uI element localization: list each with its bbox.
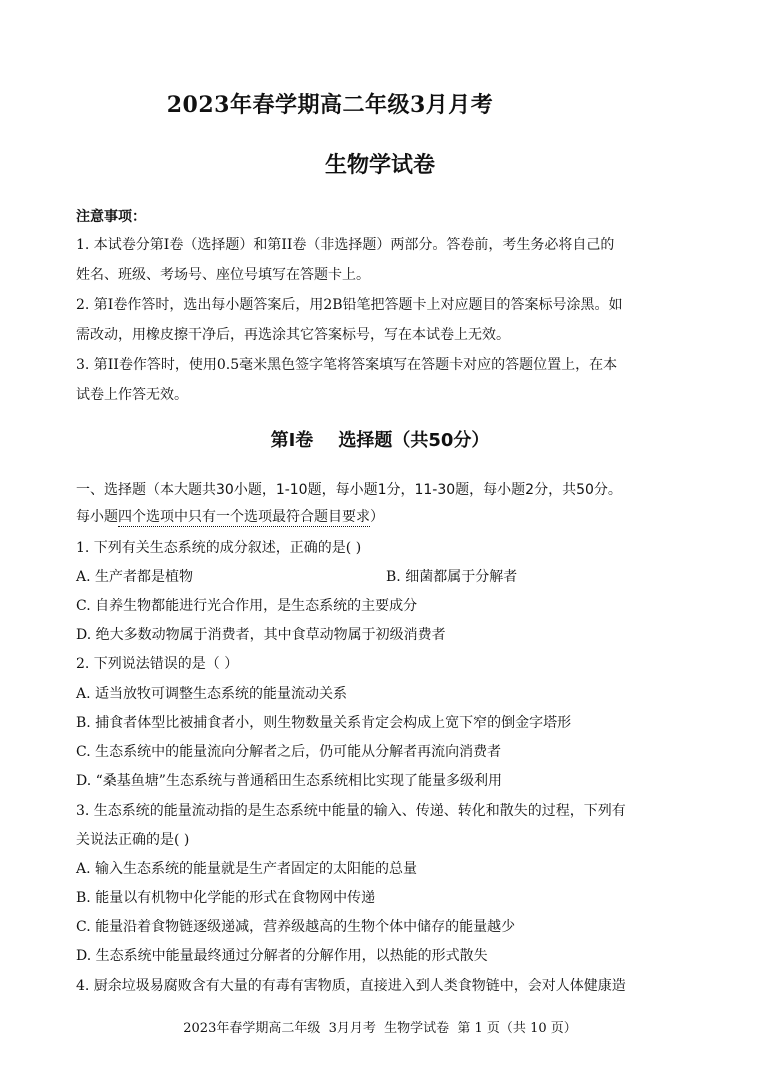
notice-heading: 注意事项： (76, 209, 146, 225)
question-2-option-a: A. 适当放牧可调整生态系统的能量流动关系 (76, 686, 348, 702)
exam-title: 2023年春学期高二年级3月月考 (166, 92, 494, 118)
notice-line: 3. 第II卷作答时，使用0.5毫米黑色签字笔将答案填写在答题卡对应的答题位置上，在本 (76, 357, 618, 373)
question-1-option-a: A. 生产者都是植物 (76, 569, 194, 585)
question-4-stem: 4. 厨余垃圾易腐败含有大量的有毒有害物质，直接进入到人类食物链中，会对人体健康造 (76, 978, 626, 994)
page-footer: 2023年春学期高二年级 3月月考 生物学试卷 第 1 页（共 10 页） (183, 1021, 577, 1036)
part-instructions-cont (76, 508, 384, 526)
question-3-option-b: B. 能量以有机物中化学能的形式在食物网中传递 (76, 890, 376, 906)
exam-subtitle: 生物学试卷 (324, 152, 435, 178)
question-3-option-d: D. 生态系统中能量最终通过分解者的分解作用，以热能的形式散失 (76, 948, 488, 964)
question-1-option-b: B. 细菌都属于分解者 (386, 569, 518, 585)
emphasis-dotted-text: 四个选项中只有一个选项最符合题目要求 (118, 509, 370, 525)
question-3-stem: 3. 生态系统的能量流动指的是生态系统中能量的输入、传递、转化和散失的过程，下列有 (76, 803, 626, 819)
question-1-stem: 1. 下列有关生态系统的成分叙述，正确的是( ) (76, 540, 362, 556)
question-3-option-a: A. 输入生态系统的能量就是生产者固定的太阳能的总量 (76, 861, 418, 877)
notice-line: 姓名、班级、考场号、座位号填写在答题卡上。 (76, 267, 370, 283)
part-instructions-suffix: ） (370, 509, 384, 525)
notice-line: 1. 本试卷分第Ⅰ卷（选择题）和第II卷（非选择题）两部分。答卷前，考生务必将自己的 (76, 237, 615, 253)
notice-line: 需改动，用橡皮擦干净后，再选涂其它答案标号，写在本试卷上无效。 (76, 327, 510, 343)
question-3-option-c: C. 能量沿着食物链逐级递减，营养级越高的生物个体中储存的能量越少 (76, 919, 516, 935)
notice-line: 试卷上作答无效。 (76, 387, 188, 403)
question-2-option-b: B. 捕食者体型比被捕食者小，则生物数量关系肯定会构成上宽下窄的倒金字塔形 (76, 715, 572, 731)
question-1-option-d: D. 绝大多数动物属于消费者，其中食草动物属于初级消费者 (76, 627, 446, 643)
question-2-option-d: D. “桑基鱼塘”生态系统与普通稻田生态系统相比实现了能量多级利用 (76, 773, 502, 789)
part-instructions: 一、选择题（本大题共30小题，1-10题，每小题1分，11-30题，每小题2分，共50分。 (76, 482, 622, 498)
section-title: 第Ⅰ卷 选择题（共50分） (270, 430, 490, 451)
notice-line: 2. 第Ⅰ卷作答时，选出每小题答案后，用2B铅笔把答题卡上对应题目的答案标号涂黑。如 (76, 297, 623, 313)
question-2-stem: 2. 下列说法错误的是（ ） (76, 656, 239, 672)
question-1-option-c: C. 自养生物都能进行光合作用，是生态系统的主要成分 (76, 598, 418, 614)
question-2-option-c: C. 生态系统中的能量流向分解者之后，仍可能从分解者再流向消费者 (76, 744, 502, 760)
part-instructions-prefix: 每小题 (76, 509, 118, 525)
question-3-stem-cont: 关说法正确的是( ) (76, 832, 190, 848)
